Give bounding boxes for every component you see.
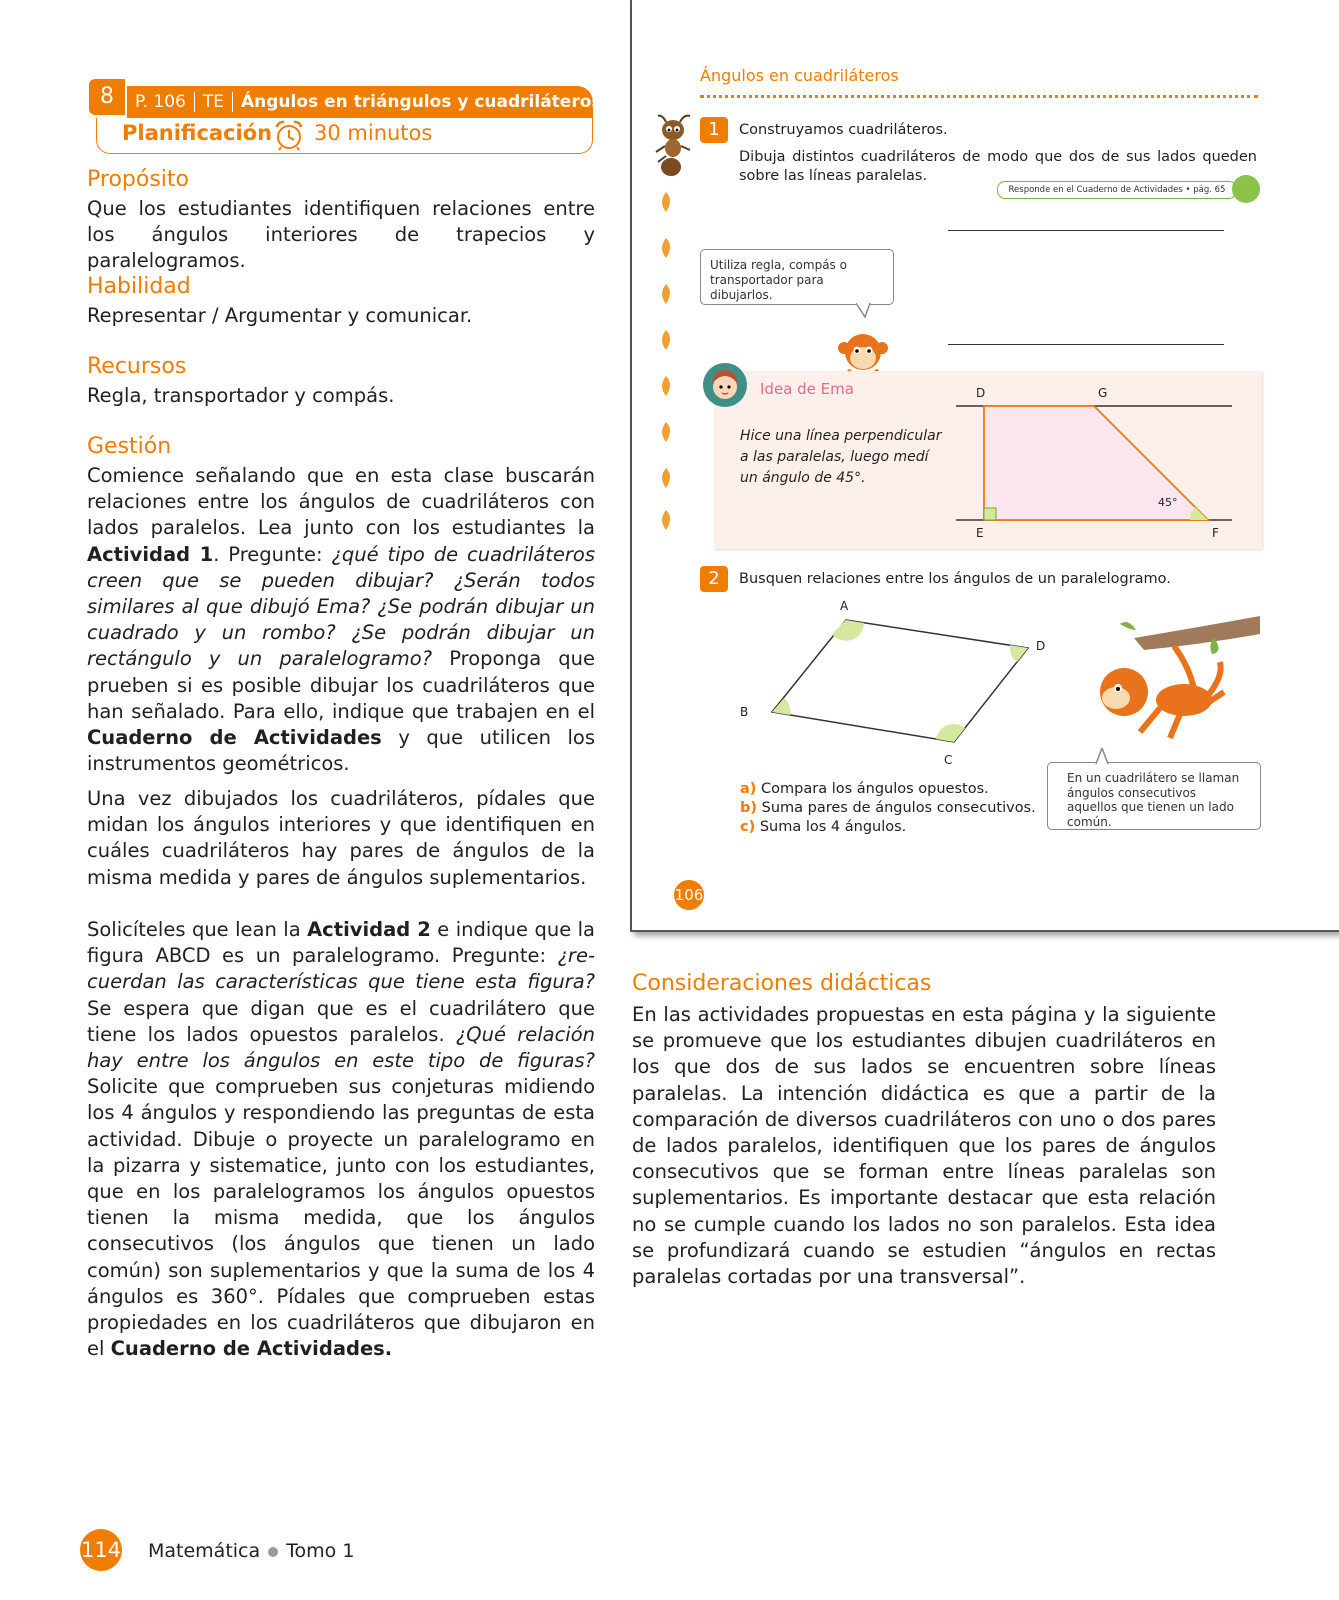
monkey-face-icon <box>838 330 888 376</box>
tomo-label: Tomo 1 <box>286 1540 355 1562</box>
parallel-line-top <box>948 230 1224 231</box>
lesson-topic: Ángulos en triángulos y cuadriláteros <box>241 92 602 112</box>
label-f: F <box>1212 526 1219 540</box>
label-a: A <box>840 599 849 613</box>
bubble-tail-icon <box>1094 748 1112 764</box>
ema-avatar <box>702 362 748 408</box>
alarm-clock-icon <box>272 118 306 152</box>
angle-a-mark <box>832 620 864 641</box>
parallelogram-abcd <box>772 620 1028 742</box>
label-d: D <box>1036 639 1046 653</box>
parallel-line-bottom <box>948 344 1224 345</box>
activity-1-instruction: Dibuja distintos cuadriláteros de modo que dos de sus lados queden sobre las líneas paralelas. <box>739 149 1257 184</box>
angle-c-mark <box>936 724 965 742</box>
monkey-tip-bubble: En un cuadrilátero se llaman ángulos consecutivos aquellos que tienen un lado común. <box>1047 762 1261 830</box>
page-ref: P. 106 <box>135 92 186 112</box>
title-dotted-rule <box>700 95 1258 98</box>
angle-d-mark <box>1010 645 1028 662</box>
te-label: TE <box>202 92 224 112</box>
footer-book-title <box>148 1540 354 1562</box>
proposito-body: Que los estudiantes identifiquen relaciones entre los ángulos interiores de trapecios y paralelogramos. <box>87 197 595 273</box>
student-page-title: Ángulos en cuadriláteros <box>700 66 899 85</box>
tip-speech-bubble: Utiliza regla, compás o transportador para dibujarlos. <box>700 249 894 305</box>
lesson-number-badge: 8 <box>89 79 125 115</box>
responde-cuaderno-link[interactable]: Responde en el Cuaderno de Actividades • pág. 65 <box>997 181 1237 199</box>
label-e: E <box>976 526 984 540</box>
label-d: D <box>976 386 986 400</box>
habilidad-title: Habilidad <box>87 274 191 299</box>
footer-page-number: 114 <box>80 1529 122 1571</box>
proposito-title: Propósito <box>87 167 189 192</box>
part-c: c) Suma los 4 ángulos. <box>740 819 907 835</box>
recursos-title: Recursos <box>87 354 187 379</box>
planning-time: 30 minutos <box>314 121 433 145</box>
consideraciones-title: Consideraciones didácticas <box>632 971 932 996</box>
right-angle-mark <box>984 508 996 520</box>
recursos-body: Regla, transportador y compás. <box>87 384 395 407</box>
label-b: B <box>740 705 749 719</box>
part-a: a) Compara los ángulos opuestos. <box>740 781 989 797</box>
habilidad-body: Representar / Argumentar y comunicar. <box>87 304 473 327</box>
ant-mascot-icon <box>652 112 696 180</box>
planning-label: Planificación <box>122 121 273 145</box>
part-b: b) Suma pares de ángulos consecutivos. <box>740 800 1036 816</box>
label-g: G <box>1098 386 1108 400</box>
activity-2-number: 2 <box>700 566 728 592</box>
parallelogram-figure <box>730 596 1050 782</box>
student-page-number: 106 <box>674 880 704 910</box>
pencil-icon <box>1232 175 1260 203</box>
consideraciones-body: En las actividades propuestas en esta página y la siguiente se promueve que los estudiantes dibujen cuadriláteros en los que dos de sus lados se encuentren sobre líneas paralelas. La intención didáctica es que a partir de la comparación de diversos cuadriláteros con uno o dos pares de lados paralelos, identifiquen que los pares de ángulos consecutivos que se forman entre líneas paralelas son suplementarios. Es importante destacar que esta relación no se cumple cuando los lados no son paralelos. Esta idea se profundizará cuando se estudien “ángulos en rectas paralelas cortadas por una transversal”. <box>632 1003 1216 1289</box>
leaf-column-decoration-icon <box>656 192 678 532</box>
gestion-paragraph-2: Una vez dibujados los cuadriláteros, pídales que midan los ángulos interiores y que identifiquen en cuáles cuadriláteros hay pares de ángulos de la misma medida y pares de ángulos suplementarios. <box>87 787 595 889</box>
label-45-degrees: 45° <box>1158 496 1178 509</box>
activity-2-parts <box>740 780 1036 837</box>
activity-2-title: Busquen relaciones entre los ángulos de un paralelogramo. <box>739 571 1171 587</box>
book-name: Matemática <box>148 1540 261 1562</box>
lesson-header-bar <box>127 86 602 118</box>
label-c: C <box>944 753 953 767</box>
gestion-title: Gestión <box>87 434 172 459</box>
bubble-tail-icon <box>856 303 874 321</box>
activity-1-number: 1 <box>700 117 728 143</box>
activity-1-title: Construyamos cuadriláteros. <box>739 122 948 138</box>
trapezoid-figure <box>940 380 1240 540</box>
gestion-paragraph-1: Comience señalando que en esta clase buscarán relaciones entre los ángulos de cuadriláteros con lados paralelos. Lea junto con los estudiantes la Actividad 1. Pregunte: ¿qué tipo de cuadriláteros creen que se pueden dibujar? ¿Serán todos similares al que dibujó Ema? ¿Se podrán dibujar un cuadrado y un rombo? ¿Se podrán dibujar un rectángulo y un paralelogramo? Proponga que prueben si es posible dibujar los cuadriláteros que han señalado. Para ello, indique que trabajen en el Cuaderno de Actividades y que utilicen los instrumentos geométricos. <box>87 464 596 776</box>
gestion-paragraph-3: Solicíteles que lean la Actividad 2 e indique que la figura ABCD es un paralelogramo. Pregunte: ¿recuerdan las características que tiene esta figura? Se espera que digan que es el cuadrilátero que tiene los lados opuestos paralelos. ¿Qué relación hay entre los ángulos en este tipo de figuras? Solicite que comprueben sus conjeturas midiendo los 4 ángulos y respondiendo las preguntas de esta actividad. Dibuje o proyecte un paralelogramo en la pizarra y sistematice, junto con los estudiantes, que en los paralelogramos los ángulos opuestos tienen la misma medida, que los ángulos consecutivos (los ángulos que tienen un lado común) son suplementarios y que la suma de los 4 ángulos es 360°. Pídales que comprueben estas propiedades en los cuadriláteros que dibujaron en el Cuaderno de Actividades. <box>87 918 596 1361</box>
separator-dot-icon <box>268 1547 278 1557</box>
ema-idea-title: Idea de Ema <box>760 380 854 398</box>
hanging-monkey-icon <box>1074 608 1260 752</box>
ema-idea-text: Hice una línea perpendicular a las paralelas, luego medí un ángulo de 45°. <box>740 428 942 486</box>
